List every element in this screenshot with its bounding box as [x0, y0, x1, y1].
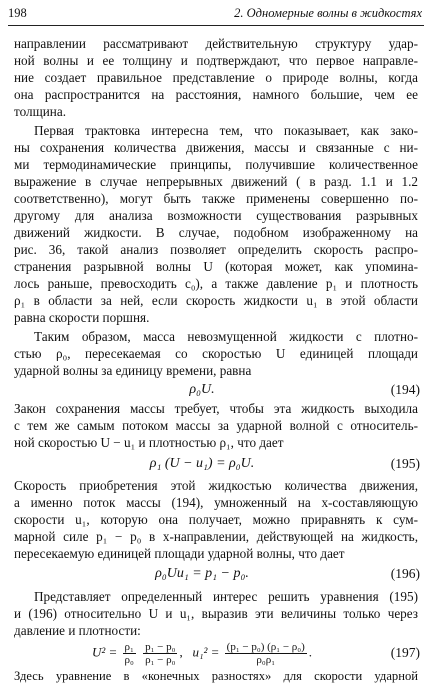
numerator: p₁ − p₀	[145, 641, 176, 653]
text-line: стью ρ₀, пересекаемая со скоростью U единицей площади	[14, 346, 418, 361]
text-line: направлении рассматривают действительную структуру удар-	[14, 36, 418, 51]
text-line: странения разрывной волны U (которая может, как упомина-	[14, 259, 418, 274]
text-line: Здесь уравнение в «конечных разностях» для скорости ударной	[14, 669, 418, 683]
running-header: 2. Одномерные волны в жидкостях	[234, 6, 422, 20]
fraction	[143, 641, 177, 666]
text-line: с тем же самым потоком массы за ударной волной с относитель-	[14, 418, 418, 433]
text-line: ной волны и ее толщину и подтверждают, что первое направле-	[14, 53, 418, 68]
equation-number: (197)	[390, 645, 420, 660]
text-line: пересекаемую единицей площади ударной волны, что дает	[14, 546, 345, 561]
text-line: равна скорости поршня.	[14, 310, 150, 325]
equation-lhs: u₁² =	[192, 644, 220, 660]
numerator: (p₁ − p₀) (ρ₁ − ρ₀)	[226, 641, 305, 653]
text-line: соответственно), могут быть также применены совершенно по-	[14, 191, 418, 206]
equation-body: ρ₀U.	[189, 382, 215, 397]
text-line: Представляет определенный интерес решить уравнения (195)	[34, 589, 418, 604]
text-line: она распространится на расстояния, намного большие, чем ее	[14, 87, 418, 102]
text-line: ной скоростью U − u₁ и плотностью ρ₁, что дает	[14, 435, 284, 450]
text-line: ударной волны за единицу времени, равна	[14, 363, 252, 378]
text-line: Закон сохранения массы требует, чтобы эта жидкость выходила	[14, 401, 418, 416]
numerator: ρ₁	[124, 641, 134, 653]
equation-number: (196)	[390, 566, 420, 581]
text-line: давление и плотности:	[14, 623, 141, 638]
text-line: движений жидкости. В случае, подобном изображенному на	[14, 225, 418, 240]
equation-number: (194)	[390, 382, 420, 397]
equation-197	[0, 641, 404, 666]
text-line: толщина.	[14, 104, 67, 119]
text-line: рис. 36, такой анализ позволяет определить скорость распро-	[14, 242, 418, 257]
denominator: ρ₁ − ρ₀	[145, 654, 176, 666]
fraction	[123, 641, 136, 666]
fraction	[225, 641, 307, 666]
text-line: и (196) относительно U и u₁, выразив эти величины только через	[14, 606, 418, 621]
denominator: ρ₀ρ₁	[256, 654, 276, 666]
text-line: Первая трактовка интересна тем, что показывает, как зако-	[34, 123, 418, 138]
text-line: Скорость приобретения этой жидкостью количества движения,	[14, 478, 418, 493]
equation-lhs: U² =	[91, 644, 118, 660]
text-line: выражение в случае непрерывных движений ( в разд. 1.1 и 1.2	[14, 174, 418, 189]
text-line: марной силе p₁ − p₀ в x-направлении, действующей на жидкость,	[14, 529, 418, 544]
equation-196	[0, 566, 404, 582]
text-line: ми термодинамические принципы, получившие количественное	[14, 157, 418, 172]
equation-end: .	[308, 644, 313, 660]
text-line: ρ₁ в области за ней, если скорость жидкости u₁ в этой области	[14, 293, 418, 308]
denominator: ρ₀	[124, 654, 134, 666]
text-line: лось раньше, превосходить c₀), а также давление p₁ и плотность	[14, 276, 418, 291]
text-line: скорости u₁, которую она получает, можно приравнять к сум-	[14, 512, 418, 527]
equation-body: ρ₁ (U − u₁) = ρ₀U.	[149, 456, 255, 471]
header-rule	[8, 25, 424, 26]
equation-number: (195)	[390, 456, 420, 471]
text-line: а именно поток массы (194), умноженный на x-составляющую	[14, 495, 418, 510]
text-line: ны сохранения количества движения, массы и связанные с ни-	[14, 140, 418, 155]
text-line: ние создает правильное представление о природе волны, когда	[14, 70, 418, 85]
equation-194	[0, 382, 404, 398]
equation-195	[0, 456, 404, 472]
page-number: 198	[8, 6, 27, 20]
separator: ,	[179, 644, 183, 660]
text-line: другому для анализа возможности существования разрывных	[14, 208, 418, 223]
equation-body: ρ₀Uu₁ = p₁ − p₀.	[155, 566, 249, 581]
text-line: Таким образом, масса невозмущенной жидкости с плотно-	[34, 329, 418, 344]
